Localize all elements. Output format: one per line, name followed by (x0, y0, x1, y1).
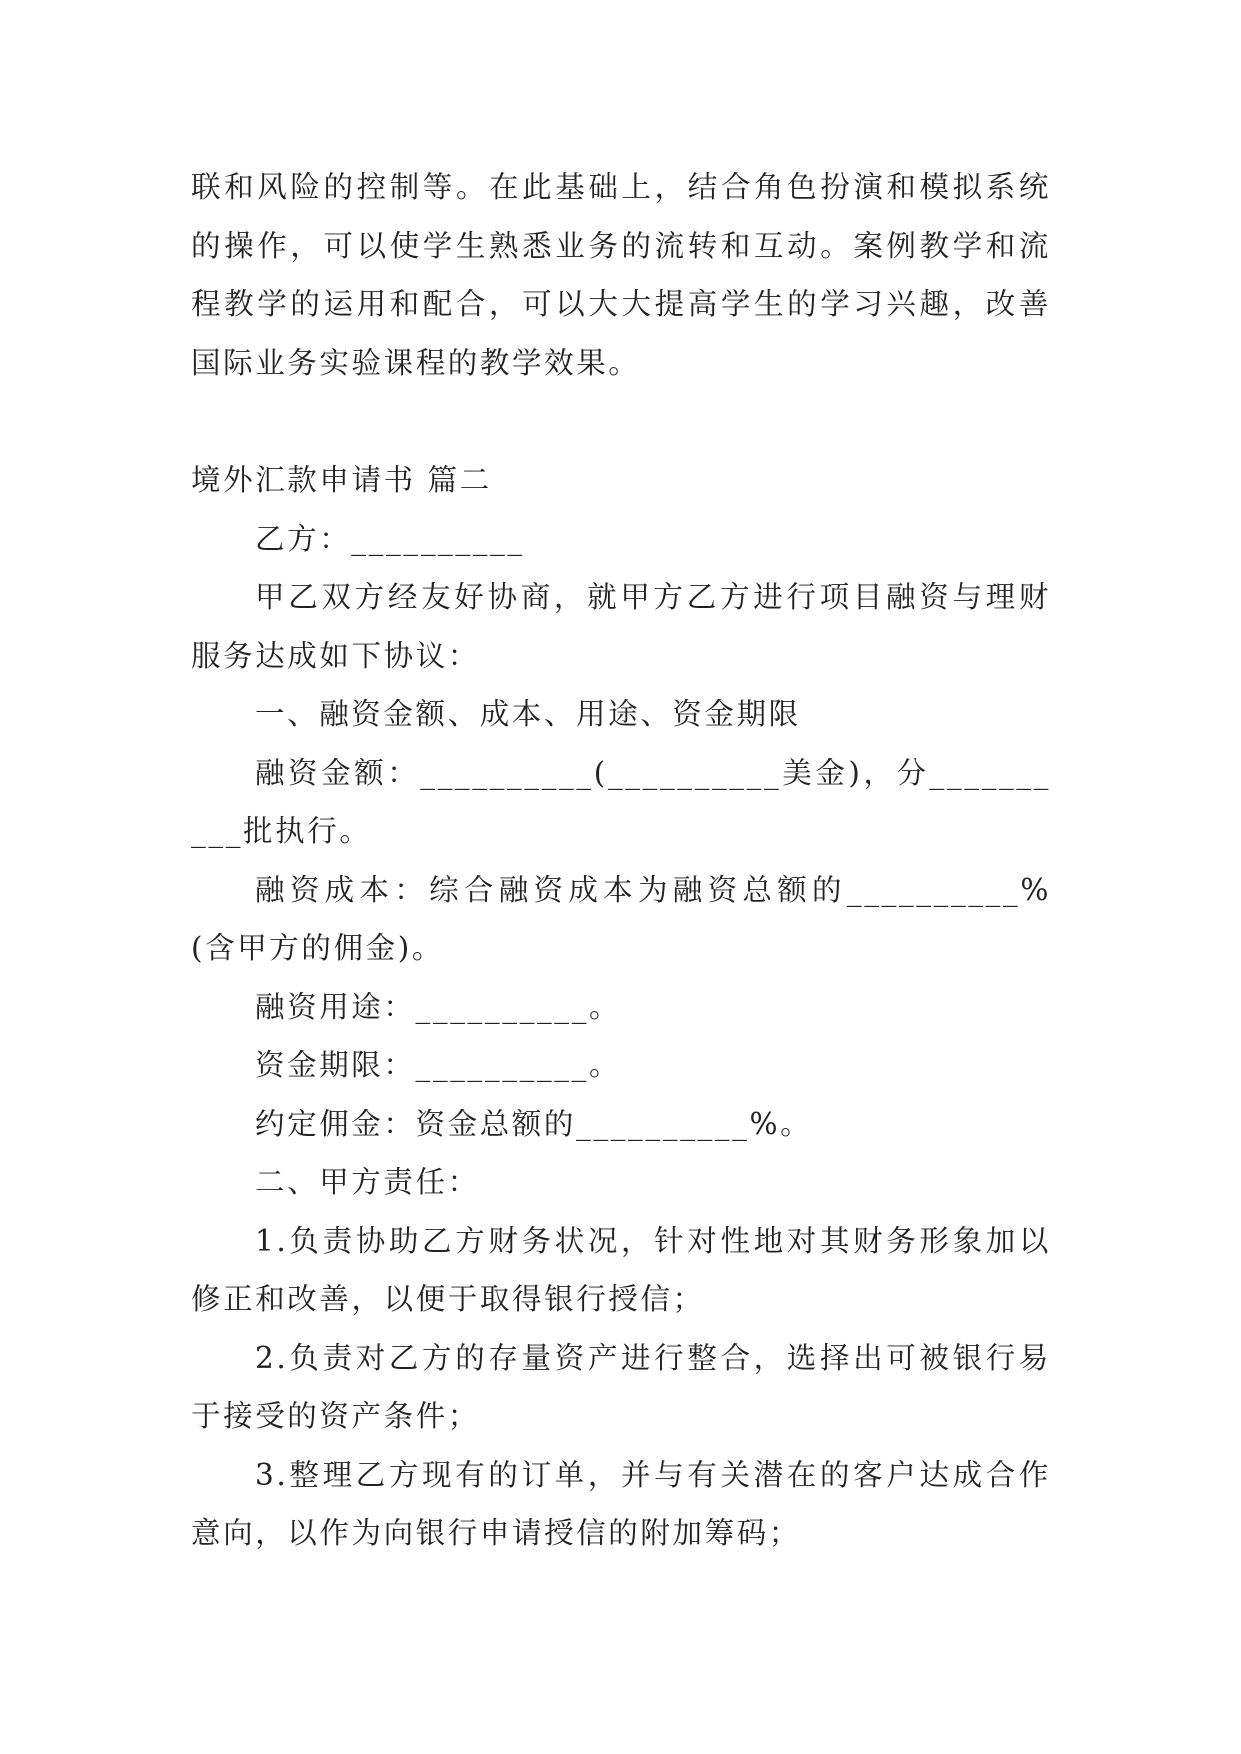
financing-cost: 融资成本：综合融资成本为融资总额的__________%(含甲方的佣金)。 (191, 872, 1051, 965)
agreement-preamble: 甲乙双方经友好协商，就甲方乙方进行项目融资与理财服务达成如下协议： (191, 580, 1051, 673)
financing-amount: 融资金额：__________(__________美金)，分__________批执行。 (191, 755, 1051, 848)
section-spacer (191, 392, 1051, 451)
section-heading: 境外汇款申请书 篇二 (191, 463, 492, 497)
responsibility-item-2: 2.负责对乙方的存量资产进行整合，选择出可被银行易于接受的资产条件； (191, 1340, 1051, 1433)
intro-paragraph: 联和风险的控制等。在此基础上，结合角色扮演和模拟系统的操作，可以使学生熟悉业务的流转和互动。案例教学和流程教学的运用和配合，可以大大提高学生的学习兴趣，改善国际业务实验课程的教学效果。 (191, 170, 1051, 380)
clause-two-heading: 二、甲方责任： (255, 1165, 480, 1199)
clause-one-heading: 一、融资金额、成本、用途、资金期限 (255, 697, 801, 731)
responsibility-item-3: 3.整理乙方现有的订单，并与有关潜在的客户达成合作意向，以作为向银行申请授信的附加筹码； (191, 1457, 1051, 1550)
responsibility-item-1: 1.负责协助乙方财务状况，针对性地对其财务形象加以修正和改善，以便于取得银行授信； (191, 1223, 1051, 1316)
document-body (191, 158, 1051, 1563)
financing-purpose: 融资用途：__________。 (255, 989, 622, 1024)
funding-term: 资金期限：__________。 (255, 1048, 622, 1082)
agreed-commission: 约定佣金：资金总额的__________%。 (255, 1106, 813, 1141)
party-b-line: 乙方：__________ (255, 521, 525, 556)
